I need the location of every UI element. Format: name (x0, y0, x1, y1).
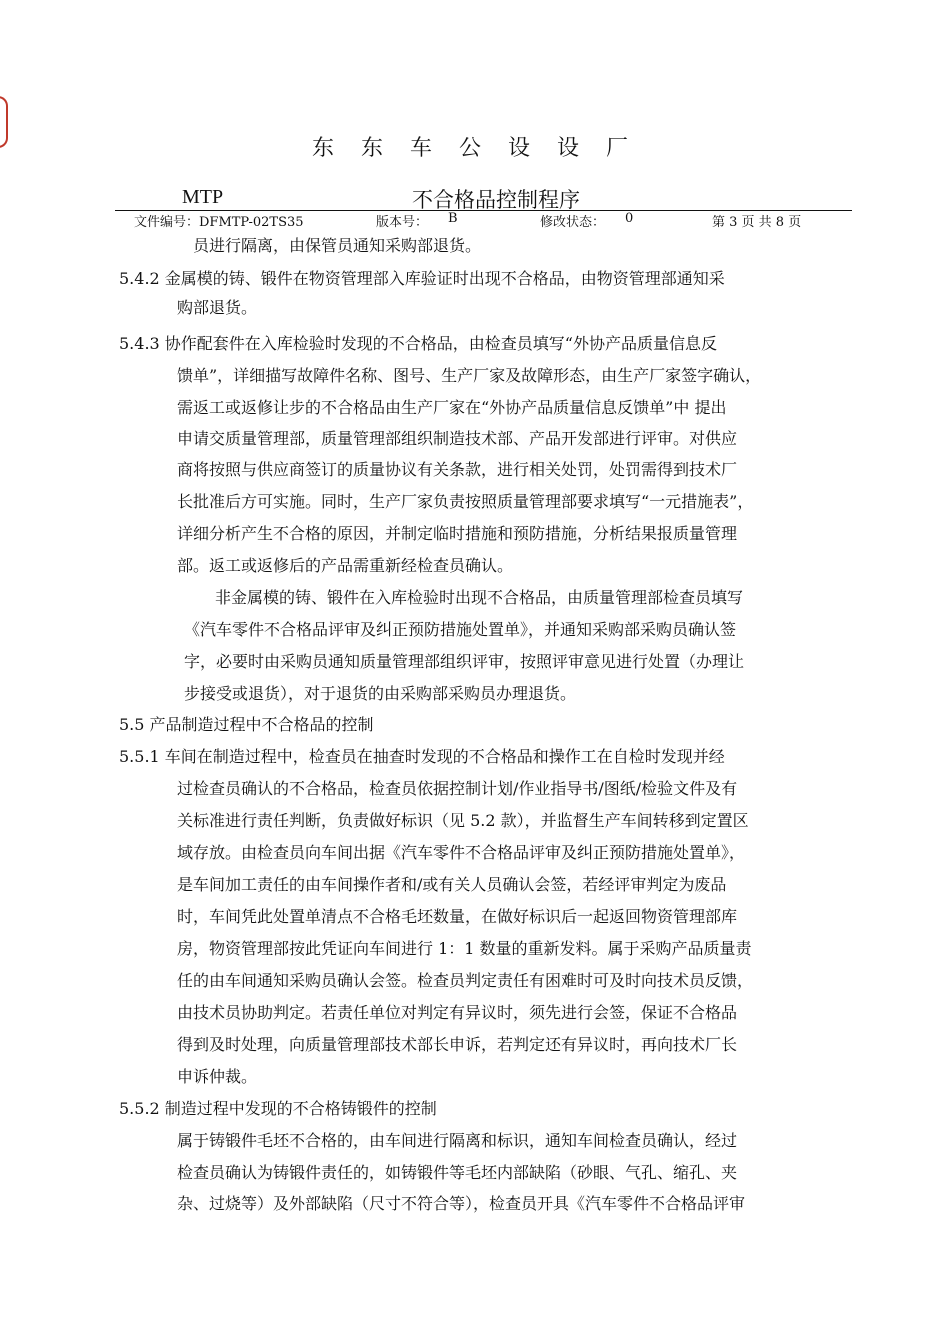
body-line: 检查员确认为铸锻件责任的，如铸锻件等毛坯内部缺陷（砂眼、气孔、缩孔、夹 (177, 1163, 738, 1182)
section-5-5-1: 5.5.1 车间在制造过程中，检查员在抽查时发现的不合格品和操作工在自检时发现并经 (119, 747, 725, 766)
body-line: 时，车间凭此处置单清点不合格毛坯数量，在做好标识后一起返回物资管理部库 (177, 907, 738, 926)
body-line: 申诉仲裁。 (177, 1067, 258, 1086)
body-line: 馈单”，详细描写故障件名称、图号、生产厂家及故障形态，由生产厂家签字确认， (177, 366, 762, 385)
body-line: 长批准后方可实施。同时，生产厂家负责按照质量管理部要求填写“一元措施表”， (177, 492, 754, 511)
body-line: 商将按照与供应商签订的质量协议有关条款，进行相关处罚，处罚需得到技术厂 (177, 460, 738, 479)
body-line: 杂、过烧等）及外部缺陷（尺寸不符合等），检查员开具《汽车零件不合格品评审 (177, 1194, 746, 1213)
section-5-4-2: 5.4.2 金属模的铸、锻件在物资管理部入库验证时出现不合格品，由物资管理部通知采 (119, 269, 725, 288)
version-label: 版本号： (376, 215, 429, 230)
section-5-5-2: 5.5.2 制造过程中发现的不合格铸锻件的控制 (119, 1099, 437, 1118)
section-5-4-3: 5.4.3 协作配套件在入库检验时发现的不合格品，由检查员填写“外协产品质量信息反 (119, 334, 717, 353)
status-value: 0 (625, 211, 634, 226)
status-label: 修改状态： (540, 215, 606, 230)
body-line: 关标准进行责任判断，负责做好标识（见 5.2 款），并监督生产车间转移到定置区 (177, 811, 749, 830)
version-value: B (448, 211, 458, 226)
body-line: 非金属模的铸、锻件在入库检验时出现不合格品，由质量管理部检查员填写 (215, 588, 744, 607)
body-line: 字，必要时由采购员通知质量管理部组织评审，按照评审意见进行处置（办理让 (184, 652, 745, 671)
body-line: 详细分析产生不合格的原因，并制定临时措施和预防措施，分析结果报质量管理 (177, 524, 738, 543)
section-5-5-heading: 5.5 产品制造过程中不合格品的控制 (119, 715, 374, 734)
company-name: 东 东 车 公 设 设 厂 (312, 136, 638, 161)
doc-code: MTP (182, 186, 224, 208)
document-title: 不合格品控制程序 (412, 188, 580, 212)
body-line: 员进行隔离，由保管员通知采购部退货。 (193, 236, 482, 255)
body-line: 部。返工或返修后的产品需重新经检查员确认。 (177, 556, 514, 575)
body-line: 步接受或退货），对于退货的由采购部采购员办理退货。 (184, 684, 577, 703)
body-line: 是车间加工责任的由车间操作者和/或有关人员确认会签，若经评审判定为废品 (177, 875, 727, 894)
body-line: 属于铸锻件毛坯不合格的，由车间进行隔离和标识，通知车间检查员确认，经过 (177, 1131, 738, 1150)
body-line: 由技术员协助判定。若责任单位对判定有异议时，须先进行会签，保证不合格品 (177, 1003, 738, 1022)
body-line: 《汽车零件不合格品评审及纠正预防措施处置单》，并通知采购部采购员确认签 (184, 620, 737, 639)
body-line: 得到及时处理，向质量管理部技术部长申诉，若判定还有异议时，再向技术厂长 (177, 1035, 738, 1054)
body-line: 过检查员确认的不合格品，检查员依据控制计划/作业指导书/图纸/检验文件及有 (177, 779, 738, 798)
body-line: 需返工或返修让步的不合格品由生产厂家在“外协产品质量信息反馈单”中 提出 (177, 398, 727, 417)
body-line: 域存放。由检查员向车间出据《汽车零件不合格品评审及纠正预防措施处置单》， (177, 843, 746, 862)
body-line: 任的由车间通知采购员确认会签。检查员判定责任有困难时可及时向技术员反馈， (177, 971, 754, 990)
body-line: 房，物资管理部按此凭证向车间进行 1：1 数量的重新发料。属于采购产品质量责 (177, 939, 752, 958)
body-line: 申请交质量管理部，质量管理部组织制造技术部、产品开发部进行评审。对供应 (177, 429, 738, 448)
doc-number: 文件编号：DFMTP-02TS35 (134, 215, 304, 230)
page-number: 第 3 页 共 8 页 (712, 215, 802, 230)
body-line: 购部退货。 (177, 298, 258, 317)
